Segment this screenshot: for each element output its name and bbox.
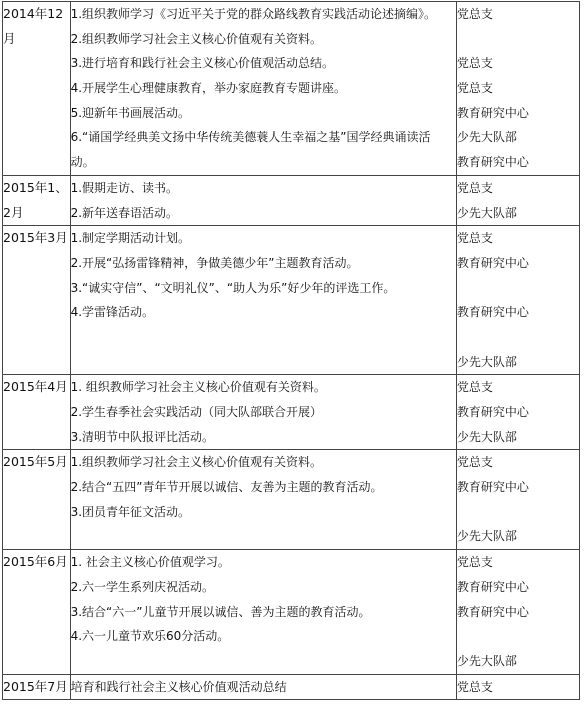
activity-line: 4.开展学生心理健康教育，举办家庭教育专题讲座。	[70, 81, 347, 96]
date-line: 2015年1、	[3, 179, 68, 195]
activity-line: 1. 组织教师学习社会主义核心价值观有关资料。	[70, 380, 326, 395]
department-cell	[456, 2, 579, 176]
table-row	[3, 175, 580, 225]
department-line: 党总支	[456, 231, 493, 246]
activity-line: 3.“诚实守信”、“文明礼仪”、“助人为乐”好少年的评选工作。	[70, 280, 396, 295]
activity-plan-body	[3, 2, 580, 700]
table-row	[3, 674, 580, 700]
date-line: 月	[3, 30, 16, 46]
department-cell	[456, 375, 579, 450]
activity-line: 5.迎新年书画展活动。	[70, 105, 191, 120]
activity-line	[71, 524, 456, 549]
table-row	[3, 226, 580, 375]
department-line: 教育研究中心	[456, 105, 529, 120]
date-cell	[3, 2, 71, 176]
date-line: 2月	[3, 204, 24, 220]
activity-line: 3.结合“六一”儿童节开展以诚信、善为主题的教育活动。	[70, 604, 371, 619]
department-line: 教育研究中心	[456, 579, 529, 594]
department-line: 教育研究中心	[456, 405, 529, 419]
date-cell	[3, 375, 71, 450]
department-line: 少先大队部	[456, 529, 517, 544]
table-row	[3, 375, 580, 450]
activity-line: 1. 社会主义核心价值观学习。	[70, 555, 230, 570]
department-line: 党总支	[456, 7, 493, 21]
activities-cell	[70, 550, 456, 674]
department-line: 党总支	[456, 81, 493, 96]
department-line	[457, 624, 579, 649]
table-row	[3, 550, 580, 674]
date-line: 2015年6月	[3, 554, 68, 570]
activity-line: 1.组织教师学习社会主义核心价值观有关资料。	[70, 455, 323, 470]
activity-line: 4.学雷锋活动。	[70, 305, 155, 320]
table-row	[3, 450, 580, 550]
department-line: 党总支	[456, 555, 493, 570]
date-cell	[3, 550, 71, 674]
department-cell	[456, 226, 579, 375]
activity-line: 4.六一儿童节欢乐60分活动。	[70, 629, 230, 644]
activity-line	[71, 350, 456, 375]
activity-line: 2.组织教师学习社会主义核心价值观有关资料。	[70, 31, 323, 46]
department-line	[457, 27, 579, 52]
date-line: 2015年4月	[3, 379, 68, 395]
department-line	[457, 276, 579, 301]
department-line: 少先大队部	[456, 354, 517, 369]
date-cell	[3, 674, 71, 700]
department-cell	[456, 550, 579, 674]
department-line: 少先大队部	[456, 205, 517, 220]
activity-line: 1.假期走访、读书。	[70, 180, 179, 195]
activities-cell	[70, 2, 456, 176]
activity-line: 1.组织教师学习《习近平关于党的群众路线教育实践活动论述摘编》。	[70, 7, 437, 21]
activity-line	[71, 649, 456, 674]
date-line: 2015年3月	[3, 230, 68, 246]
department-line: 教育研究中心	[456, 480, 529, 495]
department-line: 党总支	[456, 455, 493, 470]
activity-line: 3.清明节中队报评比活动。	[70, 429, 215, 444]
department-line: 党总支	[456, 679, 493, 694]
table-row	[3, 2, 580, 176]
date-line: 2015年5月	[3, 454, 68, 470]
activity-line: 2.结合“五四”青年节开展以诚信、友善为主题的教育活动。	[70, 480, 383, 495]
date-cell	[3, 450, 71, 550]
activities-cell	[70, 226, 456, 375]
activity-line: 1.制定学期活动计划。	[70, 231, 191, 246]
activities-cell	[70, 674, 456, 700]
activities-cell	[70, 375, 456, 450]
department-line: 党总支	[456, 380, 493, 395]
activity-line: 2.六一学生系列庆祝活动。	[70, 579, 215, 594]
date-cell	[3, 175, 71, 225]
department-cell	[456, 674, 579, 700]
activity-line: 培育和践行社会主义核心价值观活动总结	[70, 679, 287, 694]
department-line	[457, 500, 579, 525]
activity-plan-table	[2, 1, 580, 700]
department-line	[457, 325, 579, 350]
department-line: 教育研究中心	[456, 305, 529, 320]
activities-cell	[70, 450, 456, 550]
date-line: 2015年7月	[3, 678, 68, 694]
department-cell	[456, 175, 579, 225]
department-line: 党总支	[456, 56, 493, 71]
activity-line: 2.开展“弘扬雷锋精神，争做美德少年”主题教育活动。	[70, 255, 359, 270]
department-line: 教育研究中心	[456, 255, 529, 270]
department-line: 教育研究中心	[456, 604, 529, 619]
activity-line: 2.新年送春语活动。	[70, 205, 179, 220]
department-line: 少先大队部	[456, 429, 517, 444]
department-line: 党总支	[456, 180, 493, 195]
activity-line	[71, 325, 456, 350]
activity-line: 动。	[70, 155, 95, 170]
department-line: 少先大队部	[456, 130, 517, 145]
activity-line: 6.“诵国学经典美文扬中华传统美德蓑人生幸福之基”国学经典诵读活	[70, 130, 431, 145]
activity-line: 3.团员青年征文活动。	[70, 504, 191, 519]
activity-line: 2.学生春季社会实践活动（同大队部联合开展）	[70, 405, 323, 419]
date-cell	[3, 226, 71, 375]
activities-cell	[70, 175, 456, 225]
department-line: 教育研究中心	[456, 155, 529, 170]
department-line: 少先大队部	[456, 653, 517, 668]
activity-line: 3.进行培育和践行社会主义核心价值观活动总结。	[70, 56, 335, 71]
department-cell	[456, 450, 579, 550]
date-line: 2014年12	[3, 6, 64, 21]
